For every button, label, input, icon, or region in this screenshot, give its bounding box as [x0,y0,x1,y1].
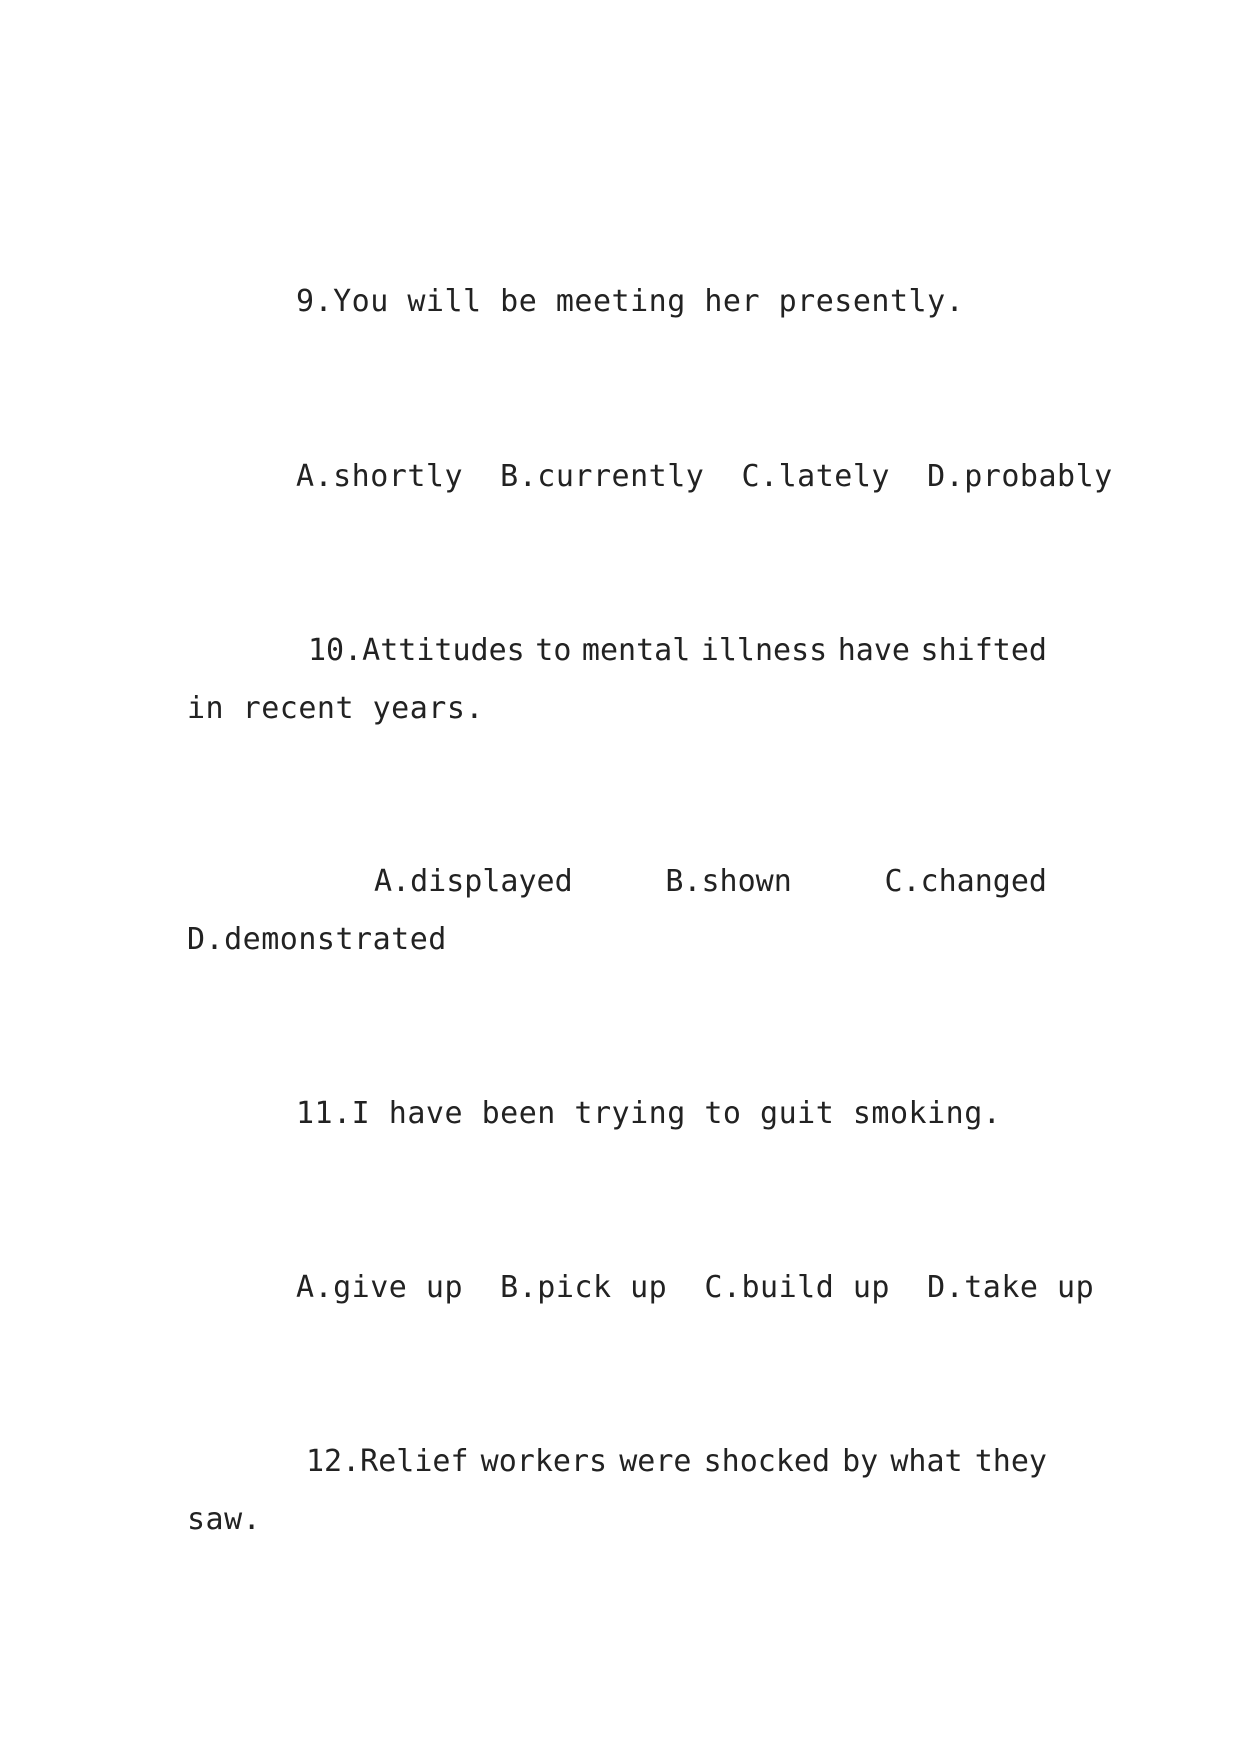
question-10-stem-continuation: in recent years. [187,691,484,726]
stem-word: 10.Attitudes [308,633,525,668]
option-b: B.shown [665,864,792,899]
stem-word: shifted [920,633,1047,668]
question-10-options [187,862,1047,902]
question-9-stem: 9.You will be meeting her presently. [296,284,965,319]
question-11-stem: 11.I have been trying to guit smoking. [296,1096,1002,1131]
question-9-options: A.shortly B.currently C.lately D.probably [296,459,1113,494]
stem-word: have [837,633,910,668]
stem-word: they [974,1444,1047,1479]
question-12-stem-continuation: saw. [187,1502,262,1537]
stem-word: shocked [703,1444,831,1479]
option-c: C.changed [884,864,1047,899]
stem-word: to [535,633,572,668]
stem-word: what [890,1444,963,1479]
stem-word: mental [581,633,691,668]
question-10-stem-first-line [308,631,1047,671]
stem-word: 12.Relief [306,1444,469,1479]
question-12-stem-first-line [306,1442,1047,1482]
stem-word: were [619,1444,692,1479]
question-10-option-d: D.demonstrated [187,922,447,957]
question-12-stem [187,1442,1047,1482]
question-10-options-first-line [374,862,1047,902]
stem-word: workers [480,1444,608,1479]
stem-word: by [842,1444,879,1479]
question-10-stem [187,631,1047,671]
question-11-options: A.give up B.pick up C.build up D.take up [296,1270,1095,1305]
stem-word: illness [700,633,828,668]
option-a: A.displayed [374,864,573,899]
